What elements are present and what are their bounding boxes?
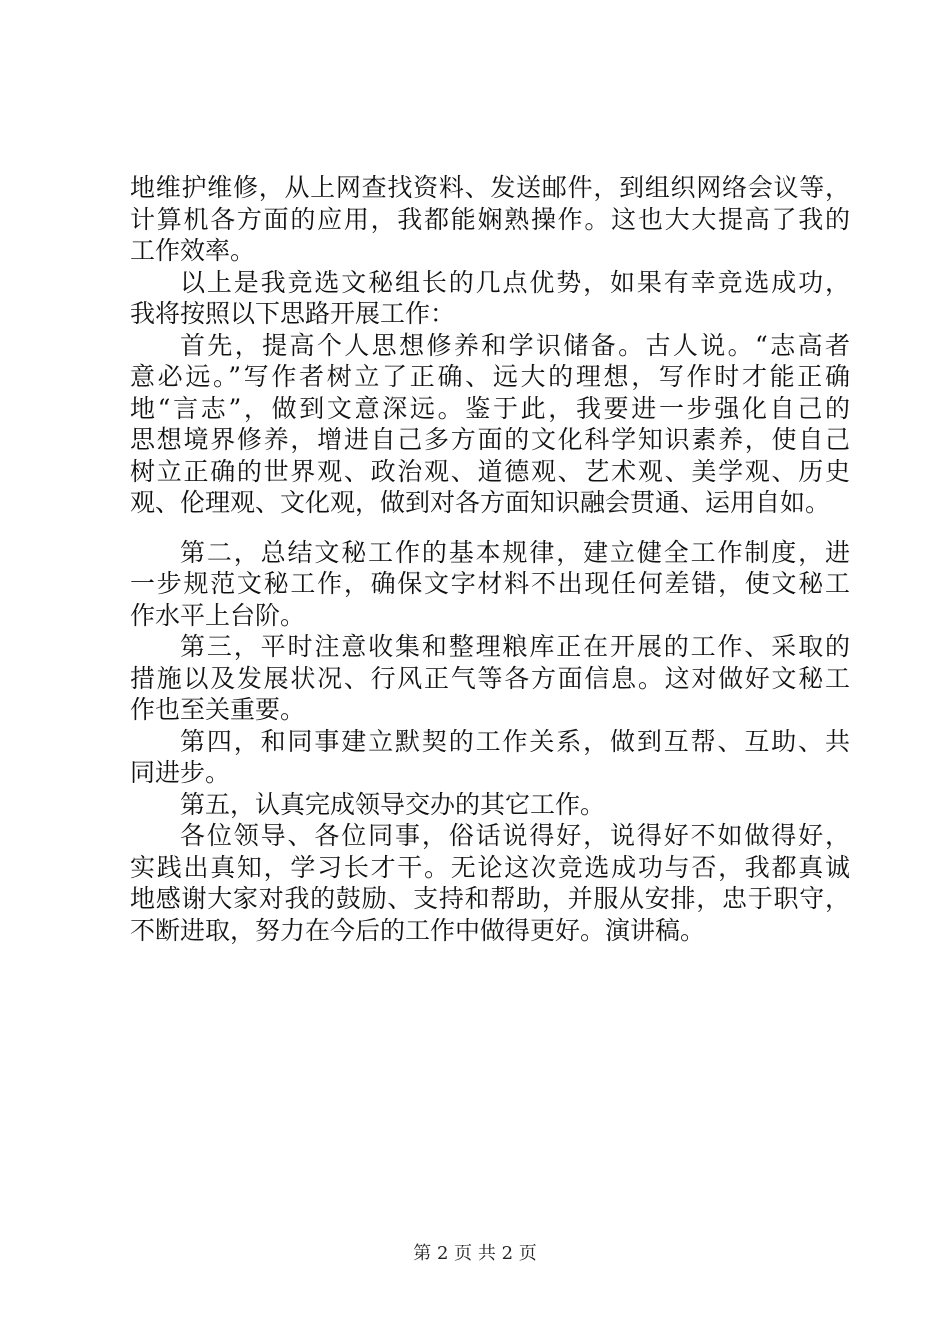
text-line: 工作效率。 <box>130 236 256 265</box>
text-line: 观、伦理观、文化观，做到对各方面知识融会贯通、运用自如。 <box>130 488 831 517</box>
text-line: 第二，总结文秘工作的基本规律，建立健全工作制度，进 <box>180 537 850 567</box>
text-line: 实践出真知，学习长才干。无论这次竞选成功与否，我都真诚 <box>130 852 850 882</box>
paragraph <box>130 267 850 330</box>
text-line: 地维护维修，从上网查找资料、发送邮件，到组织网络会议等， <box>130 173 850 202</box>
text-line: 措施以及发展状况、行风正气等各方面信息。这对做好文秘工 <box>130 663 850 693</box>
page-footer: 第 2 页 共 2 页 <box>413 1243 537 1264</box>
text-line: 地“言志”，做到文意深远。鉴于此，我要进一步强化自己的 <box>130 393 850 423</box>
text-line: 第三，平时注意收集和整理粮库正在开展的工作、采取的 <box>180 632 850 661</box>
text-line: 以上是我竞选文秘组长的几点优势，如果有幸竞选成功， <box>180 267 850 297</box>
text-line: 同进步。 <box>130 758 231 787</box>
text-line: 意必远。”写作者树立了正确、远大的理想，写作时才能正确 <box>130 362 850 391</box>
text-line: 作水平上台阶。 <box>130 600 306 630</box>
text-line: 计算机各方面的应用，我都能娴熟操作。这也大大提高了我的 <box>130 204 850 234</box>
paragraph <box>130 537 850 632</box>
text-line: 各位领导、各位同事，俗话说得好，说得好不如做得好， <box>180 821 850 850</box>
text-line: 第五，认真完成领导交办的其它工作。 <box>180 789 606 819</box>
paragraph <box>130 330 850 519</box>
document-body <box>130 172 850 946</box>
paragraph-gap <box>130 519 850 537</box>
paragraph <box>130 172 850 267</box>
text-line: 我将按照以下思路开展工作： <box>130 299 456 328</box>
text-line: 第四，和同事建立默契的工作关系，做到互帮、互助、共 <box>180 726 850 756</box>
text-line: 首先，提高个人思想修养和学识储备。古人说。“志高者 <box>180 330 850 360</box>
paragraph <box>130 726 850 789</box>
paragraph <box>130 789 850 821</box>
text-line: 树立正确的世界观、政治观、道德观、艺术观、美学观、历史 <box>130 456 850 486</box>
paragraph <box>130 820 850 946</box>
text-line: 地感谢大家对我的鼓励、支持和帮助，并服从安排，忠于职守， <box>130 884 850 913</box>
text-line: 一步规范文秘工作，确保文字材料不出现任何差错，使文秘工 <box>130 569 850 598</box>
paragraph <box>130 631 850 726</box>
text-line: 不断进取，努力在今后的工作中做得更好。演讲稿。 <box>130 915 706 945</box>
text-line: 思想境界修养，增进自己多方面的文化科学知识素养，使自己 <box>130 425 850 454</box>
text-line: 作也至关重要。 <box>130 695 306 724</box>
